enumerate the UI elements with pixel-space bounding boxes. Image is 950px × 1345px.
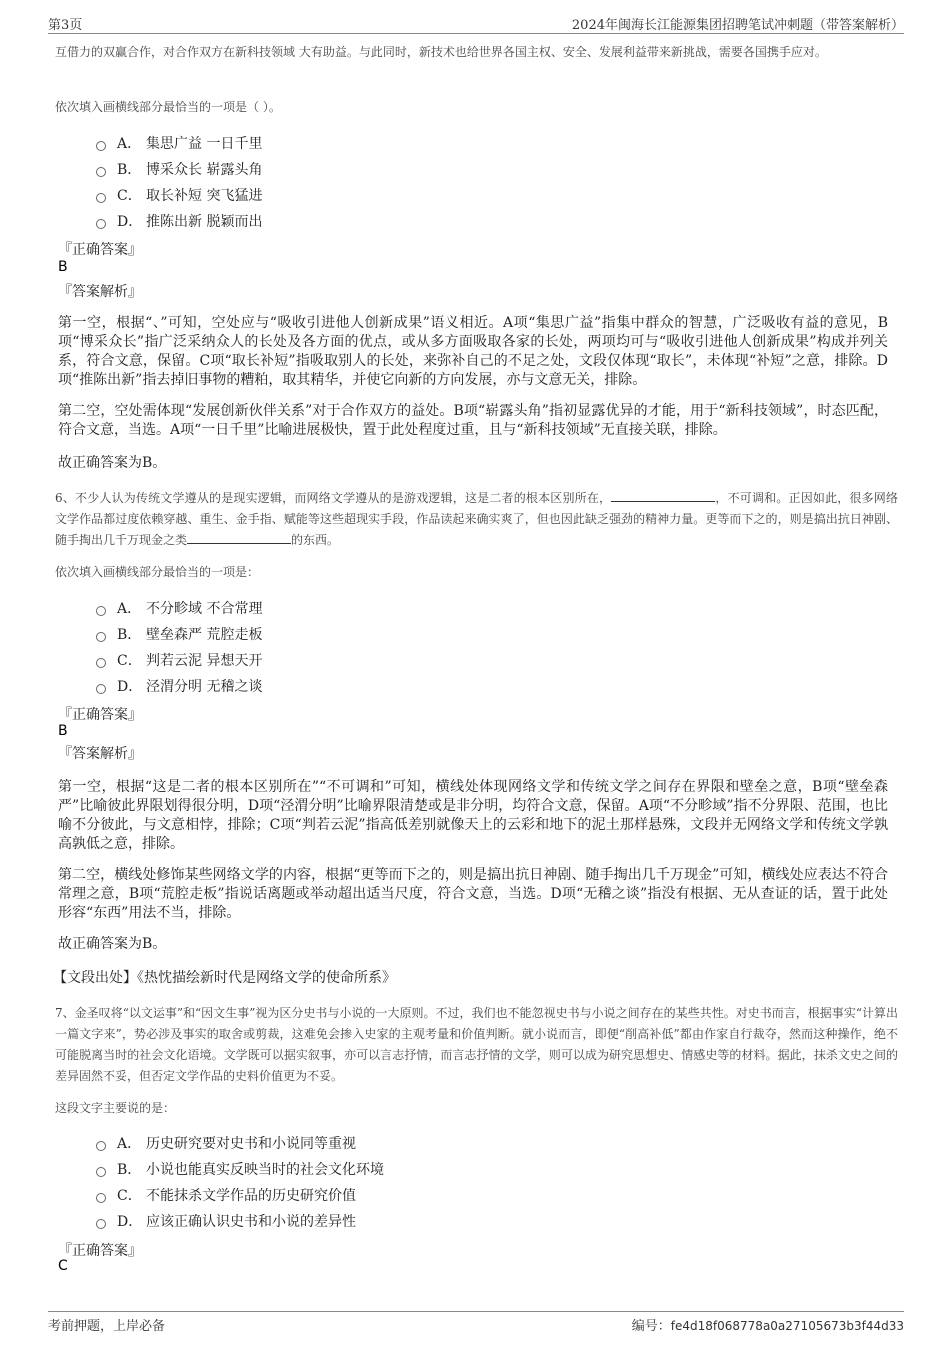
q5-answer-label: 『正确答案』 [58,242,142,258]
q7-prompt: 这段文字主要说的是： [55,1101,176,1115]
q6-conclusion: 故正确答案为B。 [58,936,167,952]
q7-answer: C [58,1258,68,1274]
q7-option-b[interactable]: B． 小说也能真实反映当时的社会文化环境 [96,1159,384,1179]
radio-icon[interactable] [96,219,106,229]
q6-prompt: 依次填入画横线部分最恰当的一项是： [55,565,260,579]
q7-option-d[interactable]: D． 应该正确认识史书和小说的差异性 [96,1211,356,1231]
q6-answer-label: 『正确答案』 [58,707,142,723]
q5-option-b[interactable]: B． 博采众长 崭露头角 [96,159,262,179]
footer-slogan: 考前押题，上岸必备 [48,1319,166,1334]
q5-option-d[interactable]: D． 推陈出新 脱颖而出 [96,211,262,231]
radio-icon[interactable] [96,684,106,694]
q6-option-a[interactable]: A． 不分畛域 不合常理 [96,598,262,618]
page-footer [48,1311,904,1334]
q5-analysis-label: 『答案解析』 [58,284,142,300]
q5-answer: B [58,259,68,275]
q5-analysis-p2: 第二空，空处需体现“发展创新伙伴关系”对于合作双方的益处。B项“崭露头角”指初显露优异的才能，用于“新科技领域”，时态匹配，符合文意，当选。A项“一日千里”比喻进展极快，置于此处程度过重，且与“新科技领域”无直接关联，排除。 [58,403,888,438]
blank-2[interactable] [187,531,291,544]
blank-1[interactable] [611,489,715,502]
q6-source: 【文段出处】《热忱描绘新时代是网络文学的使命所系》 [53,970,396,986]
q6-answer: B [58,723,68,739]
q5-conclusion: 故正确答案为B。 [58,455,167,471]
radio-icon[interactable] [96,632,106,642]
q6-option-d[interactable]: D． 泾渭分明 无稽之谈 [96,676,262,696]
q6-analysis-label: 『答案解析』 [58,746,142,762]
q7-answer-label: 『正确答案』 [58,1243,142,1259]
q6-option-c[interactable]: C． 判若云泥 异想天开 [96,650,262,670]
radio-icon[interactable] [96,167,106,177]
q7-option-c[interactable]: C． 不能抹杀文学作品的历史研究价值 [96,1185,356,1205]
footer-code: 编号：fe4d18f068778a0a27105673b3f44d33 [631,1319,904,1334]
q5-stem-tail: 互借力的双赢合作，对合作双方在新科技领域 大有助益。与此同时，新技术也给世界各国主权、安全、发展利益带来新挑战，需要各国携手应对。 [55,45,827,59]
radio-icon[interactable] [96,1167,106,1177]
radio-icon[interactable] [96,606,106,616]
radio-icon[interactable] [96,193,106,203]
radio-icon[interactable] [96,658,106,668]
page-number: 第3页 [48,18,83,33]
q5-analysis-p1: 第一空，根据“、”可知，空处应与“吸收引进他人创新成果”语义相近。A项“集思广益”指集中群众的智慧，广泛吸收有益的意见，B项“博采众长”指广泛采纳众人的长处及各方面的优点，或从多方面吸取各家的长处，两项均可与“吸收引进他人创新成果”构成并列关系，符合文意，保留。C项“取长补短”指吸取别人的长处，来弥补自己的不足之处，文段仅体现“取长”，未体现“补短”之意，排除。D项“推陈出新”指去掉旧事物的糟粕，取其精华，并使它向新的方向发展，亦与文意无关，排除。 [58,315,888,388]
q6-stem: 6、不少人认为传统文学遵从的是现实逻辑，而网络文学遵从的是游戏逻辑，这是二者的根本区别所在， ，不可调和。正因如此，很多网络文学作品都过度依赖穿越、重生、金手指、赋能等这些超现实手段，作品读起来确实爽了，但也因此缺乏强劲的精神力量。更等而下之的，则是搞出抗日神剧、随手掏出几千万现金之类 的东西。 [55,491,898,547]
radio-icon[interactable] [96,1219,106,1229]
document-title: 2024年闽海长江能源集团招聘笔试冲刺题（带答案解析） [571,18,904,33]
q5-prompt: 依次填入画横线部分最恰当的一项是（ ）。 [55,100,281,114]
q5-option-c[interactable]: C． 取长补短 突飞猛进 [96,185,262,205]
q7-stem: 7、金圣叹将“以文运事”和“因文生事”视为区分史书与小说的一大原则。不过，我们也不能忽视史书与小说之间存在的某些共性。对史书而言，根据事实“计算出一篇文字来”，势必涉及事实的取舍或剪裁，这难免会掺入史家的主观考量和价值判断。就小说而言，即便“削高补低”都由作家自行裁夺，然而这种操作，绝不可能脱离当时的社会文化语境。文学既可以据实叙事，亦可以言志抒情，而言志抒情的文学，则可以成为研究思想史、情感史等的材料。据此，抹杀文史之间的差异固然不妥，但否定文学作品的史料价值更为不妥。 [55,1006,898,1083]
page-header [48,13,904,34]
q6-analysis-p2: 第二空，横线处修饰某些网络文学的内容，根据“更等而下之的，则是搞出抗日神剧、随手掏出几千万现金”可知，横线处应表达不符合常理之意，B项“荒腔走板”指说话离题或举动超出适当尺度，符合文意，当选。D项“无稽之谈”指没有根据、无从查证的话，置于此处形容“东西”用法不当，排除。 [58,867,888,921]
q6-analysis-p1: 第一空，根据“这是二者的根本区别所在”“不可调和”可知，横线处体现网络文学和传统文学之间存在界限和壁垒之意，B项“壁垒森严”比喻彼此界限划得很分明，D项“泾渭分明”比喻界限清楚或是非分明，均符合文意，保留。A项“不分畛域”指不分界限、范围，也比喻不分彼此，与文意相悖，排除；C项“判若云泥”指高低差别就像天上的云彩和地下的泥土那样悬殊，文段并无网络文学和传统文学孰高孰低之意，排除。 [58,779,888,852]
q5-option-a[interactable]: A． 集思广益 一日千里 [96,133,262,153]
q7-option-a[interactable]: A． 历史研究要对史书和小说同等重视 [96,1133,356,1153]
q6-option-b[interactable]: B． 壁垒森严 荒腔走板 [96,624,262,644]
radio-icon[interactable] [96,1193,106,1203]
radio-icon[interactable] [96,141,106,151]
radio-icon[interactable] [96,1141,106,1151]
